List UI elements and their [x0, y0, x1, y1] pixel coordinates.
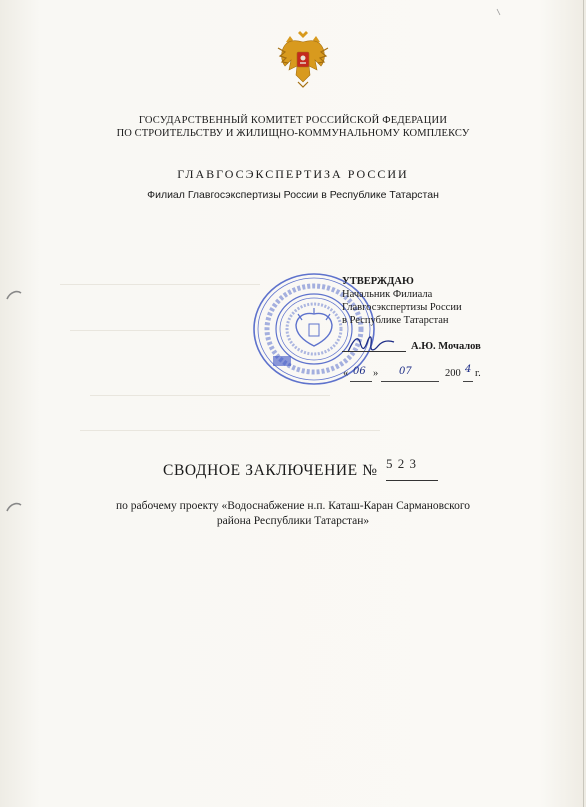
pencil-tick-icon [496, 8, 502, 16]
date-year-digit: 4 [465, 364, 472, 375]
approval-position-line-2: Главгосэкспертизы России [342, 302, 462, 313]
date-year-prefix: 200 [445, 368, 461, 379]
document-subtitle-line-2: района Республики Татарстан» [216, 515, 370, 527]
russian-eagle-emblem-icon [276, 30, 330, 88]
bleed-through-line [70, 330, 230, 331]
document-number-line [386, 480, 438, 481]
approval-position-line-1: Начальник Филиала [342, 289, 433, 300]
branch-name: Филиал Главгосэкспертизы России в Республике Татарстан [147, 189, 439, 201]
handwritten-signature-icon [344, 332, 396, 356]
date-close-quote: » [373, 368, 379, 379]
org-name-line-2: ПО СТРОИТЕЛЬСТВУ И ЖИЛИЩНО-КОММУНАЛЬНОМУ КОМПЛЕКСУ [116, 128, 470, 139]
document-title: СВОДНОЕ ЗАКЛЮЧЕНИЕ № [163, 462, 378, 479]
department-name: ГЛАВГОСЭКСПЕРТИЗА РОССИИ [177, 167, 409, 181]
bleed-through-line [90, 395, 330, 396]
date-year-suffix: г. [475, 368, 481, 379]
approval-date [343, 364, 493, 384]
punch-hole-mark-icon [6, 289, 22, 303]
date-open-quote: « [343, 368, 349, 379]
signer-name: А.Ю. Мочалов [411, 341, 481, 352]
date-month: 07 [399, 366, 412, 377]
date-day-line [350, 381, 372, 382]
document-number: 5 2 3 [386, 456, 417, 471]
org-name-line-1: ГОСУДАРСТВЕННЫЙ КОМИТЕТ РОССИЙСКОЙ ФЕДЕРАЦИИ [138, 115, 448, 126]
approval-heading: УТВЕРЖДАЮ [342, 276, 414, 287]
bleed-through-line [60, 284, 260, 285]
date-day: 06 [353, 366, 366, 377]
document-subtitle-line-1: по рабочему проекту «Водоснабжение н.п. Каташ-Каран Сармановского [115, 500, 471, 512]
signature-line [342, 351, 406, 352]
bleed-through-line [80, 430, 380, 431]
approval-position-line-3: в Республике Татарстан [342, 315, 449, 326]
date-year-line [463, 381, 473, 382]
date-month-line [381, 381, 439, 382]
